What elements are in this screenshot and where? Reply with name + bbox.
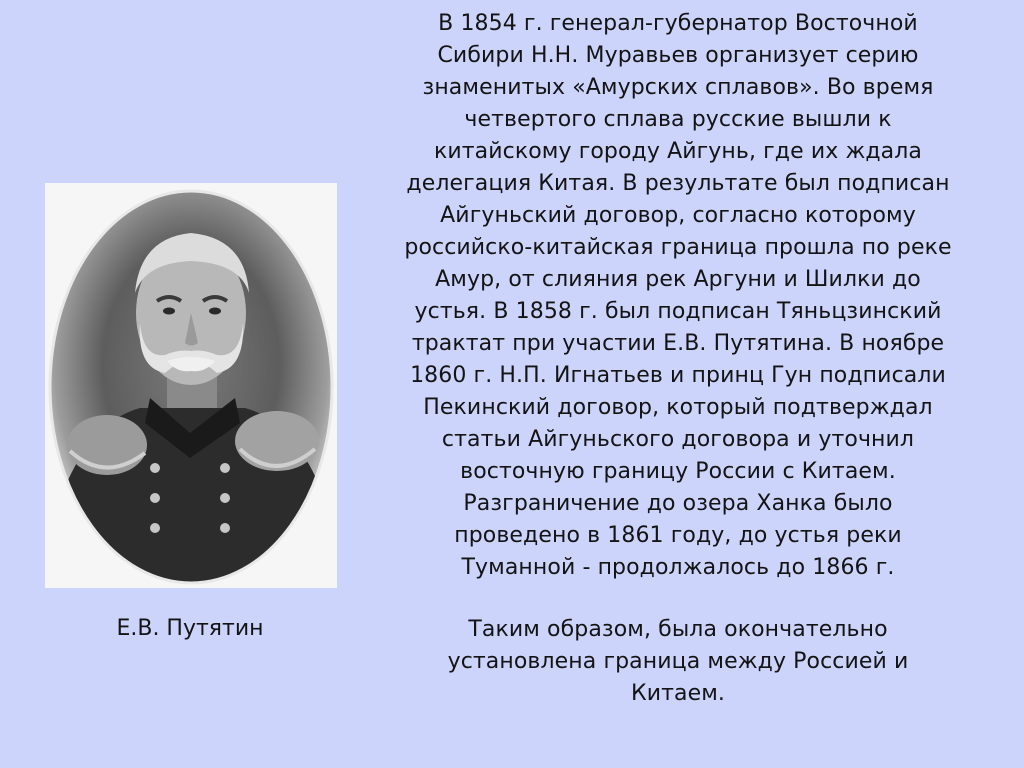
- main-text-paragraph-1: В 1854 г. генерал-губернатор Восточной Сибири Н.Н. Муравьев организует серию знаменитых «Амурских сплавов». Во время четвертого сплава русские вышли к китайскому городу Айгунь, где их ждала делегация Китая. В результате был подписан Айгуньский договор, согласно которому российско-китайская граница прошла по реке Амур, от слияния рек Аргуни и Шилки до устья. В 1858 г. был подписан Тяньцзинский трактат при участии Е.В. Путятина. В ноябре 1860 г. Н.П. Игнатьев и принц Гун подписали Пекинский договор, который подтверждал статьи Айгуньского договора и уточнил восточную границу России с Китаем. Разграничение до озера Ханка было проведено в 1861 году, до устья реки Туманной - продолжалось до 1866 г.: [404, 11, 952, 580]
- main-text-paragraph-2: Таким образом, была окончательно установлена граница между Россией и Китаем.: [447, 617, 909, 706]
- portrait-engraving-icon: [45, 183, 337, 588]
- portrait-image: [45, 183, 337, 588]
- main-text: [398, 8, 958, 710]
- paragraph-spacer: [398, 584, 958, 614]
- portrait-caption: Е.В. Путятин: [116, 616, 264, 641]
